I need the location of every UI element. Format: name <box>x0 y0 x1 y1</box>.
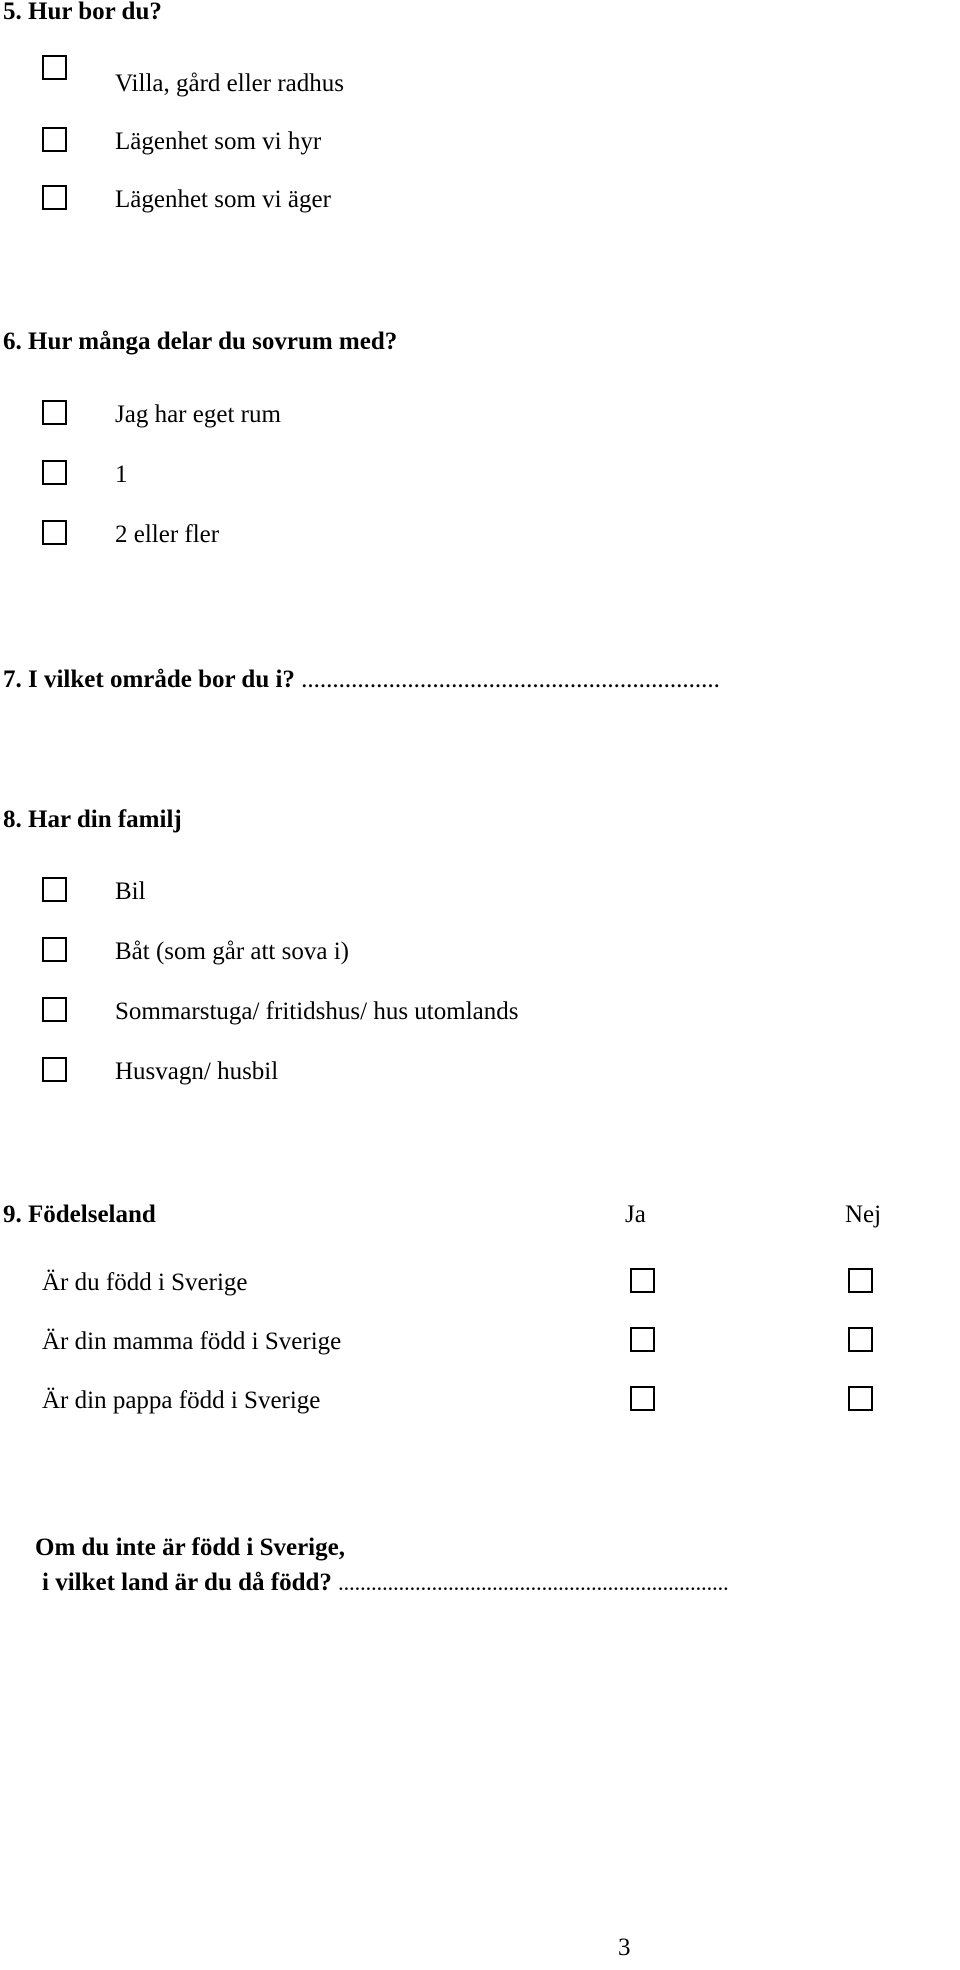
followup-line-1: Om du inte är född i Sverige, <box>35 1534 345 1561</box>
q5-checkbox-3[interactable] <box>42 185 67 210</box>
q8-option-3: Sommarstuga/ fritidshus/ hus utomlands <box>115 998 519 1025</box>
q9-row-label-1: Är du född i Sverige <box>42 1269 248 1296</box>
q8-option-2: Båt (som går att sova i) <box>115 938 349 965</box>
q9-no-checkbox-2[interactable] <box>848 1327 873 1352</box>
followup-answer-line[interactable]: ....................................................................... <box>338 1570 729 1595</box>
q5-option-2: Lägenhet som vi hyr <box>115 128 322 155</box>
q5-option-1: Villa, gård eller radhus <box>115 70 344 97</box>
q5-title: 5. Hur bor du? <box>3 0 162 25</box>
q9-no-checkbox-3[interactable] <box>848 1386 873 1411</box>
q9-column-no: Nej <box>845 1201 882 1228</box>
q7-title: 7. I vilket område bor du i? <box>3 666 295 693</box>
q6-option-3: 2 eller fler <box>115 521 220 548</box>
q6-option-1: Jag har eget rum <box>115 401 281 428</box>
page-number: 3 <box>618 1934 631 1961</box>
q5-option-3: Lägenhet som vi äger <box>115 186 331 213</box>
q6-option-2: 1 <box>115 461 128 488</box>
q6-checkbox-3[interactable] <box>42 520 67 545</box>
q7-row <box>3 665 720 695</box>
q9-column-yes: Ja <box>625 1201 646 1228</box>
q8-option-1: Bil <box>115 878 146 905</box>
q7-answer-line[interactable]: ................................................................... <box>301 666 720 693</box>
followup-row <box>42 1568 729 1598</box>
q8-checkbox-2[interactable] <box>42 937 67 962</box>
q9-no-checkbox-1[interactable] <box>848 1268 873 1293</box>
q8-title: 8. Har din familj <box>3 806 182 833</box>
q9-row-label-2: Är din mamma född i Sverige <box>42 1328 342 1355</box>
q6-checkbox-1[interactable] <box>42 400 67 425</box>
q9-title: 9. Födelseland <box>3 1201 156 1228</box>
q9-yes-checkbox-2[interactable] <box>630 1327 655 1352</box>
q5-checkbox-1[interactable] <box>42 55 67 80</box>
q9-yes-checkbox-3[interactable] <box>630 1386 655 1411</box>
q6-checkbox-2[interactable] <box>42 460 67 485</box>
q9-row-label-3: Är din pappa född i Sverige <box>42 1387 321 1414</box>
q5-checkbox-2[interactable] <box>42 127 67 152</box>
q6-title: 6. Hur många delar du sovrum med? <box>3 328 398 355</box>
q8-checkbox-1[interactable] <box>42 877 67 902</box>
followup-line-2: i vilket land är du då född? <box>42 1569 332 1596</box>
q8-option-4: Husvagn/ husbil <box>115 1058 279 1085</box>
q8-checkbox-3[interactable] <box>42 997 67 1022</box>
q9-yes-checkbox-1[interactable] <box>630 1268 655 1293</box>
q8-checkbox-4[interactable] <box>42 1057 67 1082</box>
